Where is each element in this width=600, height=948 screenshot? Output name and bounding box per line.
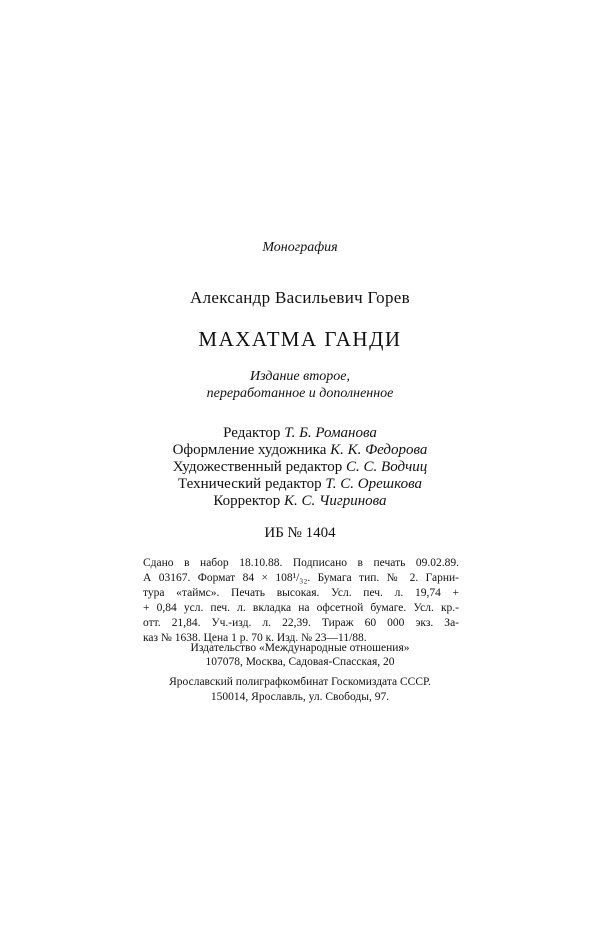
credit-person: С. С. Водчиц <box>346 459 428 475</box>
edition-note <box>0 368 600 402</box>
credit-role: Корректор <box>213 493 281 509</box>
imprint-line: А 03167. Формат 84 × 108¹/₃₂. Бумага тип. № 2. Гарни- <box>143 572 459 584</box>
imprint-line: каз № 1638. Цена 1 р. 70 к. Изд. № 23—11/88. <box>143 632 367 644</box>
credit-person: Т. Б. Романова <box>284 425 377 441</box>
edition-line: переработанное и дополненное <box>206 386 394 401</box>
credits-list <box>0 425 600 510</box>
credit-role: Редактор <box>223 425 281 441</box>
edition-line: Издание второе, <box>249 369 351 384</box>
credit-line <box>0 493 600 510</box>
credit-person: К. С. Чигринова <box>284 493 387 509</box>
imprint-line: тура «таймс». Печать высокая. Усл. печ. л. 19,74 + <box>143 587 459 599</box>
imprint-line: отт. 21,84. Уч.-изд. л. 22,39. Тираж 60 000 экз. За- <box>143 617 459 629</box>
imprint-line: Сдано в набор 18.10.88. Подписано в печать 09.02.89. <box>143 557 459 569</box>
credit-line <box>0 459 600 476</box>
credit-role: Технический редактор <box>178 476 322 492</box>
credit-line <box>0 476 600 493</box>
credit-role: Художественный редактор <box>172 459 343 475</box>
credit-role: Оформление художника <box>172 442 327 458</box>
printer-line: Ярославский полиграфкомбинат Госкомиздата СССР. <box>169 676 431 688</box>
printer-line: 150014, Ярославль, ул. Свободы, 97. <box>210 691 390 703</box>
genre-label: Монография <box>262 240 338 255</box>
credit-line <box>0 442 600 459</box>
imprint-details <box>143 556 459 646</box>
publisher-line: 107078, Москва, Садовая-Спасская, 20 <box>205 656 395 668</box>
ib-number: ИБ № 1404 <box>264 525 336 541</box>
printer-info <box>0 675 600 705</box>
publisher-line: Издательство «Международные отношения» <box>190 642 410 654</box>
publisher-info <box>0 641 600 669</box>
book-title: МАХАТМА ГАНДИ <box>198 327 402 351</box>
credit-person: К. К. Федорова <box>330 442 428 458</box>
author-name: Александр Васильевич Горев <box>190 288 410 307</box>
credit-line <box>0 425 600 442</box>
imprint-line: + 0,84 усл. печ. л. вкладка на офсетной бумаге. Усл. кр.- <box>143 602 459 614</box>
credit-person: Т. С. Орешкова <box>325 476 422 492</box>
